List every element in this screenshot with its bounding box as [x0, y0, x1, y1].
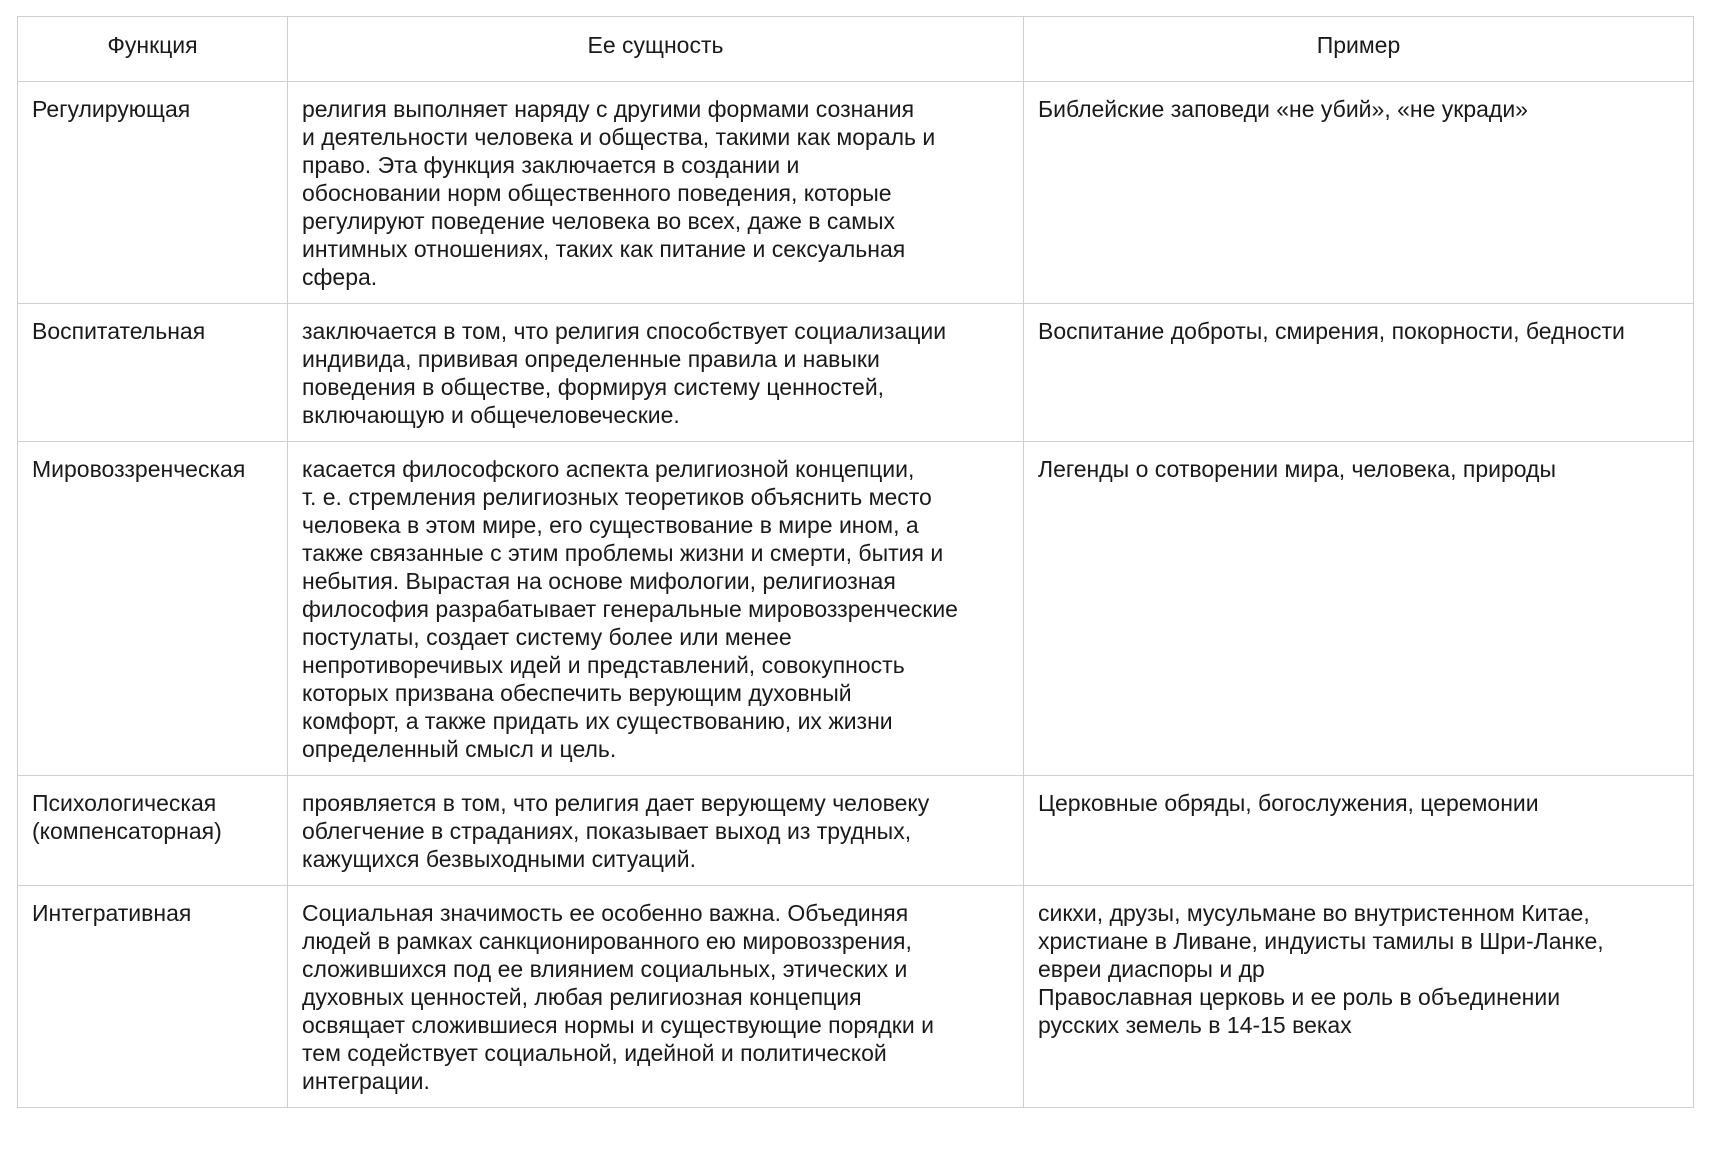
essence-cell: проявляется в том, что религия дает верующему человеку облегчение в страданиях, показывает выход из трудных, кажущихся безвыходными ситуаций. — [288, 776, 1024, 886]
table-row — [18, 776, 1694, 886]
essence-cell: религия выполняет наряду с другими формами сознания и деятельности человека и общества, такими как мораль и право. Эта функция заключается в создании и обосновании норм общественного поведения, которые регулируют поведение человека во всех, даже в самых интимных отношениях, таких как питание и сексуальная сфера. — [288, 82, 1024, 304]
example-cell: Воспитание доброты, смирения, покорности, бедности — [1024, 304, 1694, 442]
header-example: Пример — [1024, 17, 1694, 82]
table-row — [18, 886, 1694, 1108]
example-cell: сикхи, друзы, мусульмане во внутристенном Китае, христиане в Ливане, индуисты тамилы в Шри-Ланке, евреи диаспоры и др Православная церковь и ее роль в объединении русских земель в 14-15 веках — [1024, 886, 1694, 1108]
function-cell: Психологическая (компенсаторная) — [18, 776, 288, 886]
function-cell: Интегративная — [18, 886, 288, 1108]
function-cell: Мировоззренческая — [18, 442, 288, 776]
essence-cell: Социальная значимость ее особенно важна. Объединяя людей в рамках санкционированного ею мировоззрения, сложившихся под ее влиянием социальных, этических и духовных ценностей, любая религиозная концепция освящает сложившиеся нормы и существующие порядки и тем содействует социальной, идейной и политической интеграции. — [288, 886, 1024, 1108]
function-cell: Регулирующая — [18, 82, 288, 304]
example-cell: Легенды о сотворении мира, человека, природы — [1024, 442, 1694, 776]
table-row — [18, 442, 1694, 776]
header-row — [18, 17, 1694, 82]
essence-cell: заключается в том, что религия способствует социализации индивида, прививая определенные правила и навыки поведения в обществе, формируя систему ценностей, включающую и общечеловеческие. — [288, 304, 1024, 442]
example-cell: Библейские заповеди «не убий», «не укради» — [1024, 82, 1694, 304]
essence-cell: касается философского аспекта религиозной концепции, т. е. стремления религиозных теоретиков объяснить место человека в этом мире, его существование в мире ином, а также связанные с этим проблемы жизни и смерти, бытия и небытия. Вырастая на основе мифологии, религиозная философия разрабатывает генеральные мировоззренческие постулаты, создает систему более или менее непротиворечивых идей и представлений, совокупность которых призвана обеспечить верующим духовный комфорт, а также придать их существованию, их жизни определенный смысл и цель. — [288, 442, 1024, 776]
table-row — [18, 304, 1694, 442]
table-row — [18, 82, 1694, 304]
header-essence: Ее сущность — [288, 17, 1024, 82]
header-function: Функция — [18, 17, 288, 82]
function-cell: Воспитательная — [18, 304, 288, 442]
religion-functions-table — [17, 16, 1694, 1108]
example-cell: Церковные обряды, богослужения, церемонии — [1024, 776, 1694, 886]
